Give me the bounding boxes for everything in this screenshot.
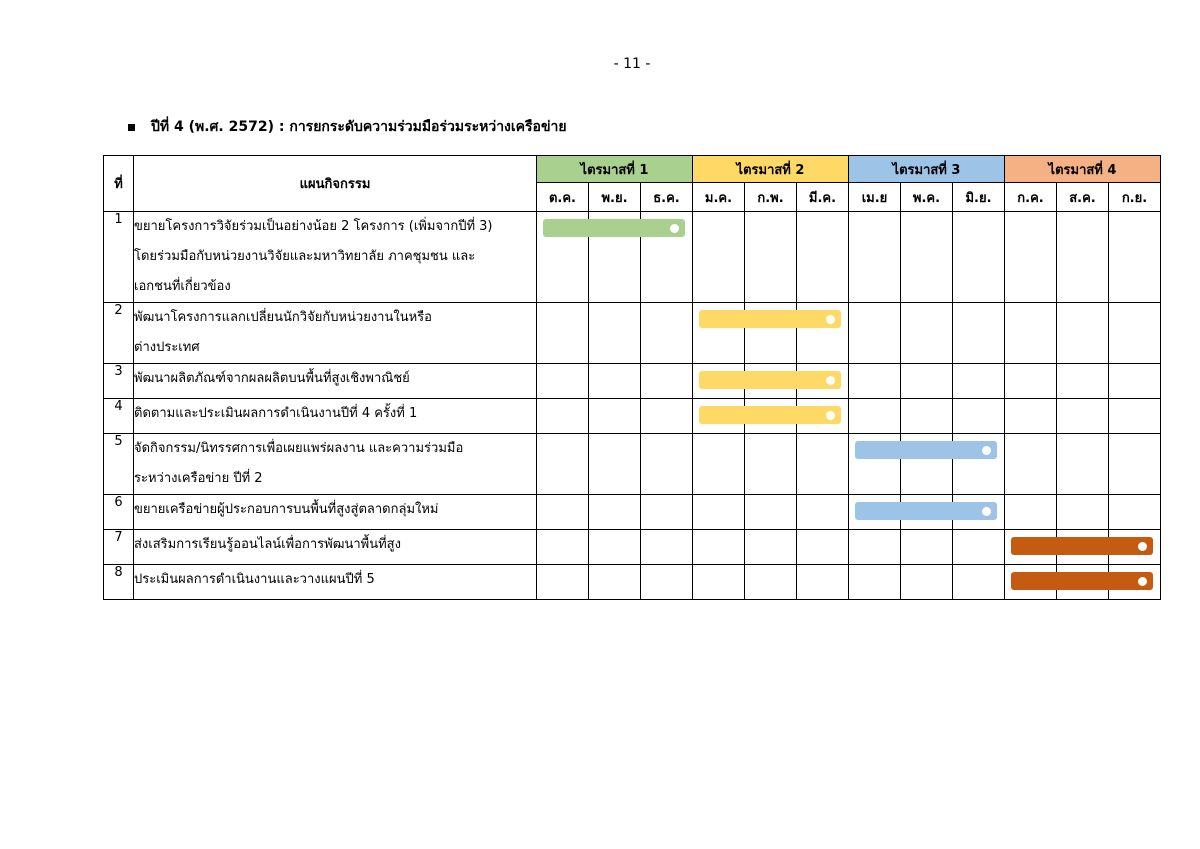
month-cell <box>849 565 901 600</box>
activity-text-line: ระหว่างเครือข่าย ปีที่ 2 <box>134 471 263 486</box>
month-cell <box>1057 399 1109 434</box>
month-cell <box>1005 212 1057 303</box>
month-cell <box>849 495 901 530</box>
month-cell <box>1057 364 1109 399</box>
month-cell <box>537 565 589 600</box>
activity-text-line: ประเมินผลการดำเนินงานและวางแผนปีที่ 5 <box>134 572 375 587</box>
table-row <box>104 495 1161 530</box>
page-number: - 11 - <box>613 56 651 72</box>
header-month: ส.ค. <box>1057 183 1109 212</box>
month-cell <box>693 399 745 434</box>
month-cell <box>589 530 641 565</box>
table-row <box>104 565 1161 600</box>
header-quarter-2: ไตรมาสที่ 2 <box>693 156 849 183</box>
month-cell <box>797 530 849 565</box>
month-cell <box>745 434 797 495</box>
month-cell <box>953 399 1005 434</box>
activity-cell <box>134 495 537 530</box>
month-cell <box>537 495 589 530</box>
header-month: ธ.ค. <box>641 183 693 212</box>
header-month: ก.ย. <box>1109 183 1161 212</box>
month-cell <box>693 565 745 600</box>
month-cell <box>641 303 693 364</box>
month-cell <box>849 364 901 399</box>
activity-text-line: ต่างประเทศ <box>134 340 200 355</box>
month-cell <box>641 212 693 303</box>
month-cell <box>537 434 589 495</box>
month-cell <box>693 212 745 303</box>
month-cell <box>849 434 901 495</box>
header-month: พ.ย. <box>589 183 641 212</box>
month-cell <box>641 434 693 495</box>
month-cell <box>849 530 901 565</box>
month-cell <box>797 565 849 600</box>
month-cell <box>745 212 797 303</box>
month-cell <box>589 303 641 364</box>
header-month: มี.ค. <box>797 183 849 212</box>
activity-text-line: ส่งเสริมการเรียนรู้ออนไลน์เพื่อการพัฒนาพื้นที่สูง <box>134 537 401 552</box>
section-heading-text: ปีที่ 4 (พ.ศ. 2572) : การยกระดับความร่วมมือร่วมระหว่างเครือข่าย <box>151 119 567 135</box>
month-cell <box>797 303 849 364</box>
month-cell <box>797 434 849 495</box>
activity-text-line: จัดกิจกรรม/นิทรรศการเพื่อเผยแพร่ผลงาน และความร่วมมือ <box>134 441 464 456</box>
activity-cell <box>134 399 537 434</box>
activity-cell <box>134 530 537 565</box>
month-cell <box>953 530 1005 565</box>
table-row <box>104 364 1161 399</box>
month-cell <box>693 364 745 399</box>
month-cell <box>589 495 641 530</box>
row-number: 4 <box>104 399 134 434</box>
month-cell <box>901 565 953 600</box>
square-bullet-icon <box>128 124 135 131</box>
table-row <box>104 303 1161 364</box>
month-cell <box>693 530 745 565</box>
month-cell <box>953 434 1005 495</box>
month-cell <box>745 530 797 565</box>
row-number: 2 <box>104 303 134 364</box>
month-cell <box>1057 495 1109 530</box>
month-cell <box>953 495 1005 530</box>
activity-text-line: โดยร่วมมือกับหน่วยงานวิจัยและมหาวิทยาลัย ภาคชุมชน และ <box>134 249 476 264</box>
month-cell <box>797 399 849 434</box>
month-cell <box>589 364 641 399</box>
month-cell <box>797 364 849 399</box>
month-cell <box>693 434 745 495</box>
month-cell <box>1109 495 1161 530</box>
month-cell <box>693 303 745 364</box>
month-cell <box>1109 303 1161 364</box>
activity-text-line: ขยายเครือข่ายผู้ประกอบการบนพื้นที่สูงสู่ตลาดกลุ่มใหม่ <box>134 502 439 517</box>
month-cell <box>641 364 693 399</box>
month-cell <box>1057 303 1109 364</box>
table-row <box>104 399 1161 434</box>
header-month: พ.ค. <box>901 183 953 212</box>
month-cell <box>953 303 1005 364</box>
month-cell <box>797 495 849 530</box>
header-quarter-1: ไตรมาสที่ 1 <box>537 156 693 183</box>
row-number: 1 <box>104 212 134 303</box>
month-cell <box>901 495 953 530</box>
activity-text-line: พัฒนาโครงการแลกเปลี่ยนนักวิจัยกับหน่วยงานในหรือ <box>134 310 432 325</box>
row-number: 5 <box>104 434 134 495</box>
month-cell <box>589 212 641 303</box>
header-month: มิ.ย. <box>953 183 1005 212</box>
month-cell <box>901 212 953 303</box>
header-no: ที่ <box>104 156 134 212</box>
activity-plan-table <box>103 155 1161 600</box>
month-cell <box>1057 434 1109 495</box>
month-cell <box>537 399 589 434</box>
activity-cell <box>134 364 537 399</box>
month-cell <box>797 212 849 303</box>
activity-cell <box>134 303 537 364</box>
month-cell <box>1057 565 1109 600</box>
month-cell <box>537 212 589 303</box>
month-cell <box>641 399 693 434</box>
table-row <box>104 434 1161 495</box>
table-row <box>104 212 1161 303</box>
month-cell <box>901 364 953 399</box>
month-cell <box>537 303 589 364</box>
month-cell <box>1109 364 1161 399</box>
row-number: 7 <box>104 530 134 565</box>
section-heading <box>128 116 567 138</box>
month-cell <box>1109 530 1161 565</box>
activity-text-line: เอกชนที่เกี่ยวข้อง <box>134 279 231 294</box>
month-cell <box>1005 565 1057 600</box>
month-cell <box>1005 364 1057 399</box>
month-cell <box>1109 434 1161 495</box>
month-cell <box>849 399 901 434</box>
month-cell <box>641 565 693 600</box>
month-cell <box>901 303 953 364</box>
month-cell <box>1109 565 1161 600</box>
month-cell <box>1005 399 1057 434</box>
month-cell <box>1005 303 1057 364</box>
row-number: 3 <box>104 364 134 399</box>
month-cell <box>953 565 1005 600</box>
month-cell <box>693 495 745 530</box>
month-cell <box>1109 399 1161 434</box>
month-cell <box>745 303 797 364</box>
activity-text-line: ขยายโครงการวิจัยร่วมเป็นอย่างน้อย 2 โครงการ (เพิ่มจากปีที่ 3) <box>134 219 493 234</box>
header-month: ก.ค. <box>1005 183 1057 212</box>
month-cell <box>1057 212 1109 303</box>
month-cell <box>745 495 797 530</box>
row-number: 6 <box>104 495 134 530</box>
month-cell <box>537 364 589 399</box>
month-cell <box>849 212 901 303</box>
month-cell <box>641 495 693 530</box>
activity-text-line: ติดตามและประเมินผลการดำเนินงานปีที่ 4 ครั้งที่ 1 <box>134 406 418 421</box>
month-cell <box>1057 530 1109 565</box>
header-month: เม.ย <box>849 183 901 212</box>
month-cell <box>589 565 641 600</box>
month-cell <box>1005 495 1057 530</box>
activity-cell <box>134 565 537 600</box>
activity-cell <box>134 434 537 495</box>
month-cell <box>537 530 589 565</box>
header-month: ม.ค. <box>693 183 745 212</box>
month-cell <box>953 212 1005 303</box>
table-row <box>104 530 1161 565</box>
month-cell <box>745 364 797 399</box>
month-cell <box>589 399 641 434</box>
month-cell <box>901 530 953 565</box>
month-cell <box>849 303 901 364</box>
month-cell <box>953 364 1005 399</box>
header-activity: แผนกิจกรรม <box>134 156 537 212</box>
activity-cell <box>134 212 537 303</box>
month-cell <box>1109 212 1161 303</box>
header-quarter-3: ไตรมาสที่ 3 <box>849 156 1005 183</box>
month-cell <box>589 434 641 495</box>
header-month: ต.ค. <box>537 183 589 212</box>
header-quarter-4: ไตรมาสที่ 4 <box>1005 156 1161 183</box>
month-cell <box>641 530 693 565</box>
month-cell <box>745 565 797 600</box>
activity-text-line: พัฒนาผลิตภัณฑ์จากผลผลิตบนพื้นที่สูงเชิงพาณิชย์ <box>134 371 410 386</box>
header-month: ก.พ. <box>745 183 797 212</box>
month-cell <box>1005 434 1057 495</box>
month-cell <box>745 399 797 434</box>
month-cell <box>901 399 953 434</box>
row-number: 8 <box>104 565 134 600</box>
month-cell <box>901 434 953 495</box>
month-cell <box>1005 530 1057 565</box>
